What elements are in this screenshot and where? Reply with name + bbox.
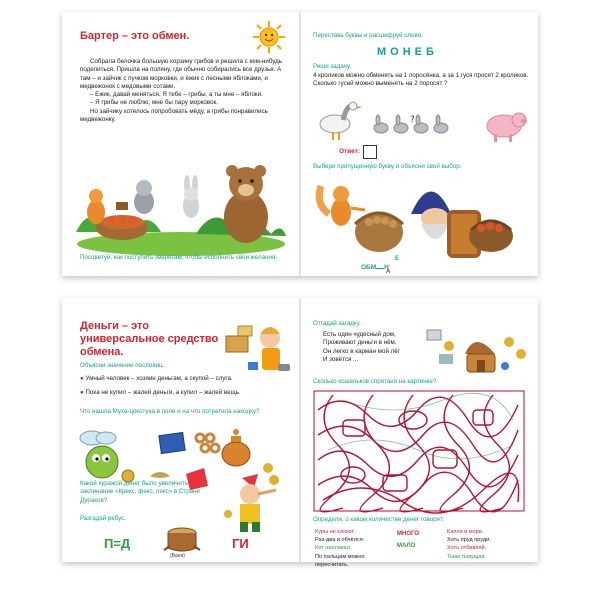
phrase-item: Хоть отбавляй. <box>447 545 487 552</box>
story-paragraph: – Ежик, давай меняться. Я тебе – грибы, а ты мне – яблоки. <box>90 91 263 99</box>
word-start: ОБМ <box>361 264 377 271</box>
story-text <box>80 58 286 124</box>
proverb-item <box>80 389 280 397</box>
phrases-right-column <box>447 528 532 561</box>
proverb-prompt: Объясни значение пословиц. <box>80 362 165 369</box>
phrases-left-column <box>315 528 385 569</box>
answer-box[interactable] <box>363 145 377 159</box>
task-label: Реши задачу. <box>313 63 352 70</box>
phrase-item: Раз-два и обчёлся. <box>315 537 365 544</box>
riddle-line: Он легко в карман мой лёг <box>323 347 400 355</box>
riddle-line: Есть один чудесный дом, <box>323 331 396 338</box>
riddle-line: И зовётся ... <box>323 355 359 363</box>
money-items-illustration <box>425 324 531 380</box>
proverb-item <box>80 375 280 383</box>
spell-question: Какой куражой денег было увеличить заклинание «Крекс, фекс, пекс» в Стране Дураков? <box>80 480 200 504</box>
top-left-page <box>62 12 299 276</box>
gnome-squirrel-illustration <box>311 174 533 260</box>
bottom-left-page <box>62 298 299 562</box>
riddle-line: Проживают деньги в нём. <box>323 339 397 347</box>
phrase-item: Куры не клюют. <box>315 529 355 535</box>
choose-letter-instruction: Выбери пропущенную букву и объясни свой выбор. <box>313 163 462 170</box>
quantity-options <box>397 528 419 552</box>
tree-stump-icon <box>162 526 202 554</box>
boy-with-money-illustration <box>222 314 294 378</box>
quantity-question: Определи, о каком количестве денег говорят: <box>313 516 445 523</box>
phrase-item: Кот наплакал. <box>315 545 352 552</box>
animals-illustration <box>76 162 286 252</box>
story-paragraph: Собрала белочка большую корзину грибов и решила с кем-нибудь поделиться. Пришла на поляну, где обычно собирались все друзья. А там – и зайчик с пучком морковки, и ёжик с лесными яблоками, и медвежонок с медовыми сотами. <box>80 58 282 90</box>
pinocchio-illustration <box>220 474 290 534</box>
sun-icon <box>252 20 286 54</box>
top-spread <box>62 12 538 276</box>
stump-caption: (Ваня) <box>170 553 185 559</box>
advice-prompt: Посоветуй, как поступить зверятам, чтобы исполнить свои желания. <box>80 254 278 261</box>
rebus-label: Разгадай ребус. <box>80 515 126 522</box>
svg-text:?: ? <box>410 115 415 125</box>
rearrange-instruction: Переставь буквы и расшифруй слово. <box>313 32 423 39</box>
quantity-option-few[interactable]: МАЛО <box>397 543 416 549</box>
task-text: 4 кроликов можно обменять на 1 поросёнка, а за 1 гуся просят 2 кроликов. Сколько гусей можно выменять на 2 поросят ? <box>313 72 529 88</box>
answer-label: Ответ: <box>339 148 361 155</box>
page-title: Деньги – это универсальное средство обмена. <box>80 320 219 358</box>
quantity-option-many[interactable]: МНОГО <box>397 531 419 537</box>
wallets-question: Сколько кошельков спрятано на картинке? <box>313 378 437 385</box>
rebus-left: П=Д <box>104 536 131 551</box>
proverb-text: Пока не купил – жалей деньги, а купил – жалей вещь. <box>85 389 241 397</box>
rebus-right: ГИ <box>232 536 249 551</box>
page-title: Бартер – это обмен. <box>80 30 190 42</box>
story-paragraph: – Я грибы не люблю, мне бы пару морковок. <box>90 99 218 107</box>
word-puzzle <box>361 264 389 271</box>
letter-option-top[interactable]: Е <box>395 256 400 262</box>
bullet-icon: ● <box>80 389 84 397</box>
scrambled-word: МОНЕБ <box>377 46 438 58</box>
mukha-question: Что нашла Муха-цокотуха в поле и на что потратила находку? <box>80 408 260 415</box>
phrase-item: Хоть пруд пруди. <box>447 537 491 544</box>
bullet-icon: ● <box>80 375 84 382</box>
riddle-text <box>323 331 423 364</box>
word-end: Н <box>384 264 389 271</box>
proverb-list <box>80 375 280 398</box>
letter-option-bottom[interactable]: А <box>386 269 391 275</box>
phrase-item: Капля в море. <box>447 529 484 535</box>
bottom-right-page <box>301 298 538 568</box>
bottom-spread <box>62 298 538 568</box>
hidden-wallets-maze[interactable] <box>313 390 525 512</box>
story-paragraph: Но зайчику хотелось попробовать мёду, а грибы понравились медвежонку. <box>80 107 268 124</box>
phrase-item: По пальцам можно пересчитать. <box>315 553 365 568</box>
missing-letter-blank[interactable] <box>376 268 384 269</box>
top-right-page <box>301 12 538 276</box>
phrase-item: Тьма тьмущая. <box>447 553 487 560</box>
riddle-prompt: Отгадай загадку. <box>313 320 361 327</box>
proverb-text: Умный человек – хозяин деньгам, а скупой – слуга. <box>85 375 233 382</box>
farm-animals-illustration <box>309 98 531 154</box>
